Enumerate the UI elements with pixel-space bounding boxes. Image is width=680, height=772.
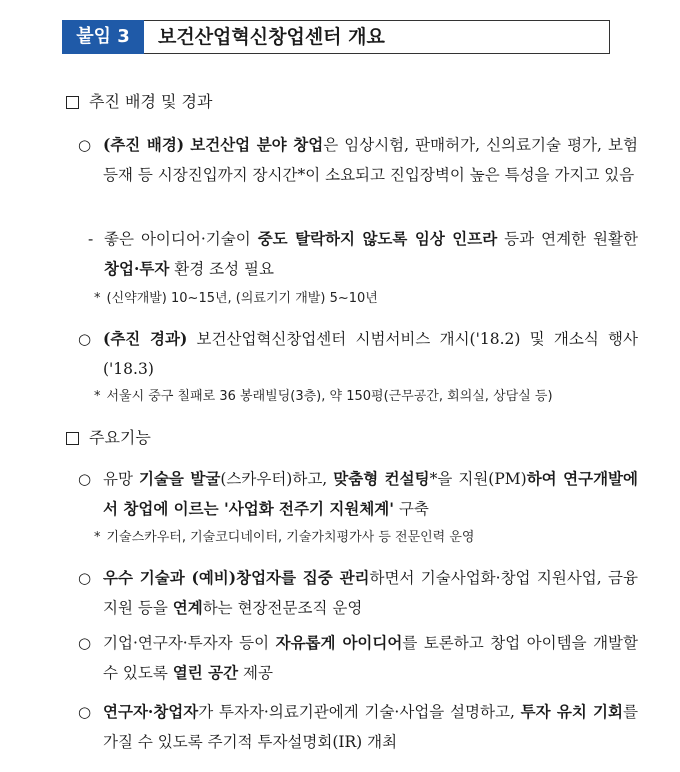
- bullet-progress: [78, 324, 638, 384]
- bullet-text: (추진 경과) 보건산업혁신창업센터 시범서비스 개시('18.2) 및 개소식 행사('18.3): [103, 329, 638, 378]
- bullet-tech-discovery: [78, 464, 638, 524]
- bullet-text: 우수 기술과 (예비)창업자를 집중 관리하면서 기술사업화·창업 지원사업, 금융 지원 등을 연계하는 현장전문조직 운영: [103, 568, 638, 617]
- circle-bullet-icon: ○: [78, 569, 92, 587]
- circle-bullet-icon: ○: [78, 330, 92, 348]
- bullet-open-space: [78, 628, 638, 688]
- note-location: [94, 387, 553, 407]
- bullet-text: 연구자·창업자가 투자자·의료기관에게 기술·사업을 설명하고, 투자 유치 기회를 가질 수 있도록 주기적 투자설명회(IR) 개최: [103, 702, 638, 751]
- dash-text: 좋은 아이디어·기술이 중도 탈락하지 않도록 임상 인프라 등과 연계한 원활한 창업·투자 환경 조성 필요: [104, 229, 638, 278]
- asterisk-marker: *: [94, 291, 101, 306]
- note-text: (신약개발) 10~15년, (의료기기 개발) 5~10년: [106, 291, 378, 306]
- checkbox-square-icon: [66, 432, 79, 445]
- bullet-startup-management: [78, 563, 638, 623]
- bullet-background: [78, 130, 638, 190]
- circle-bullet-icon: ○: [78, 470, 92, 488]
- checkbox-square-icon: [66, 96, 79, 109]
- circle-bullet-icon: ○: [78, 634, 92, 652]
- dash-clinical-infra: [88, 224, 638, 284]
- bullet-text: 기업·연구자·투자자 등이 자유롭게 아이디어를 토론하고 창업 아이템을 개발할 수 있도록 열린 공간 제공: [103, 633, 638, 682]
- asterisk-marker: *: [94, 530, 101, 545]
- bullet-text: (추진 배경) 보건산업 분야 창업은 임상시험, 판매허가, 신의료기술 평가, 보험 등재 등 시장진입까지 장시간*이 소요되고 진입장벽이 높은 특성을 가지고 있음: [103, 135, 638, 184]
- section-title: 추진 배경 및 경과: [89, 92, 213, 111]
- circle-bullet-icon: ○: [78, 703, 92, 721]
- section-title: 주요기능: [89, 428, 151, 447]
- page-title: 보건산업혁신창업센터 개요: [144, 20, 610, 54]
- note-text: 기술스카우터, 기술코디네이터, 기술가치평가사 등 전문인력 운영: [106, 530, 475, 545]
- title-row: [62, 20, 610, 54]
- section-background: [66, 90, 212, 114]
- asterisk-marker: *: [94, 389, 101, 404]
- circle-bullet-icon: ○: [78, 136, 92, 154]
- bullet-investor-relations: [78, 697, 638, 757]
- attachment-badge: 붙임 3: [62, 20, 144, 54]
- note-text: 서울시 중구 칠패로 36 봉래빌딩(3층), 약 150평(근무공간, 회의실, 상담실 등): [106, 389, 553, 404]
- note-duration: [94, 289, 378, 309]
- note-experts: [94, 528, 475, 548]
- dash-marker: -: [88, 230, 94, 248]
- section-main-functions: [66, 426, 151, 450]
- bullet-text: 유망 기술을 발굴(스카우터)하고, 맞춤형 컨설팅*을 지원(PM)하여 연구개발에서 창업에 이르는 '사업화 전주기 지원체계' 구축: [103, 469, 638, 518]
